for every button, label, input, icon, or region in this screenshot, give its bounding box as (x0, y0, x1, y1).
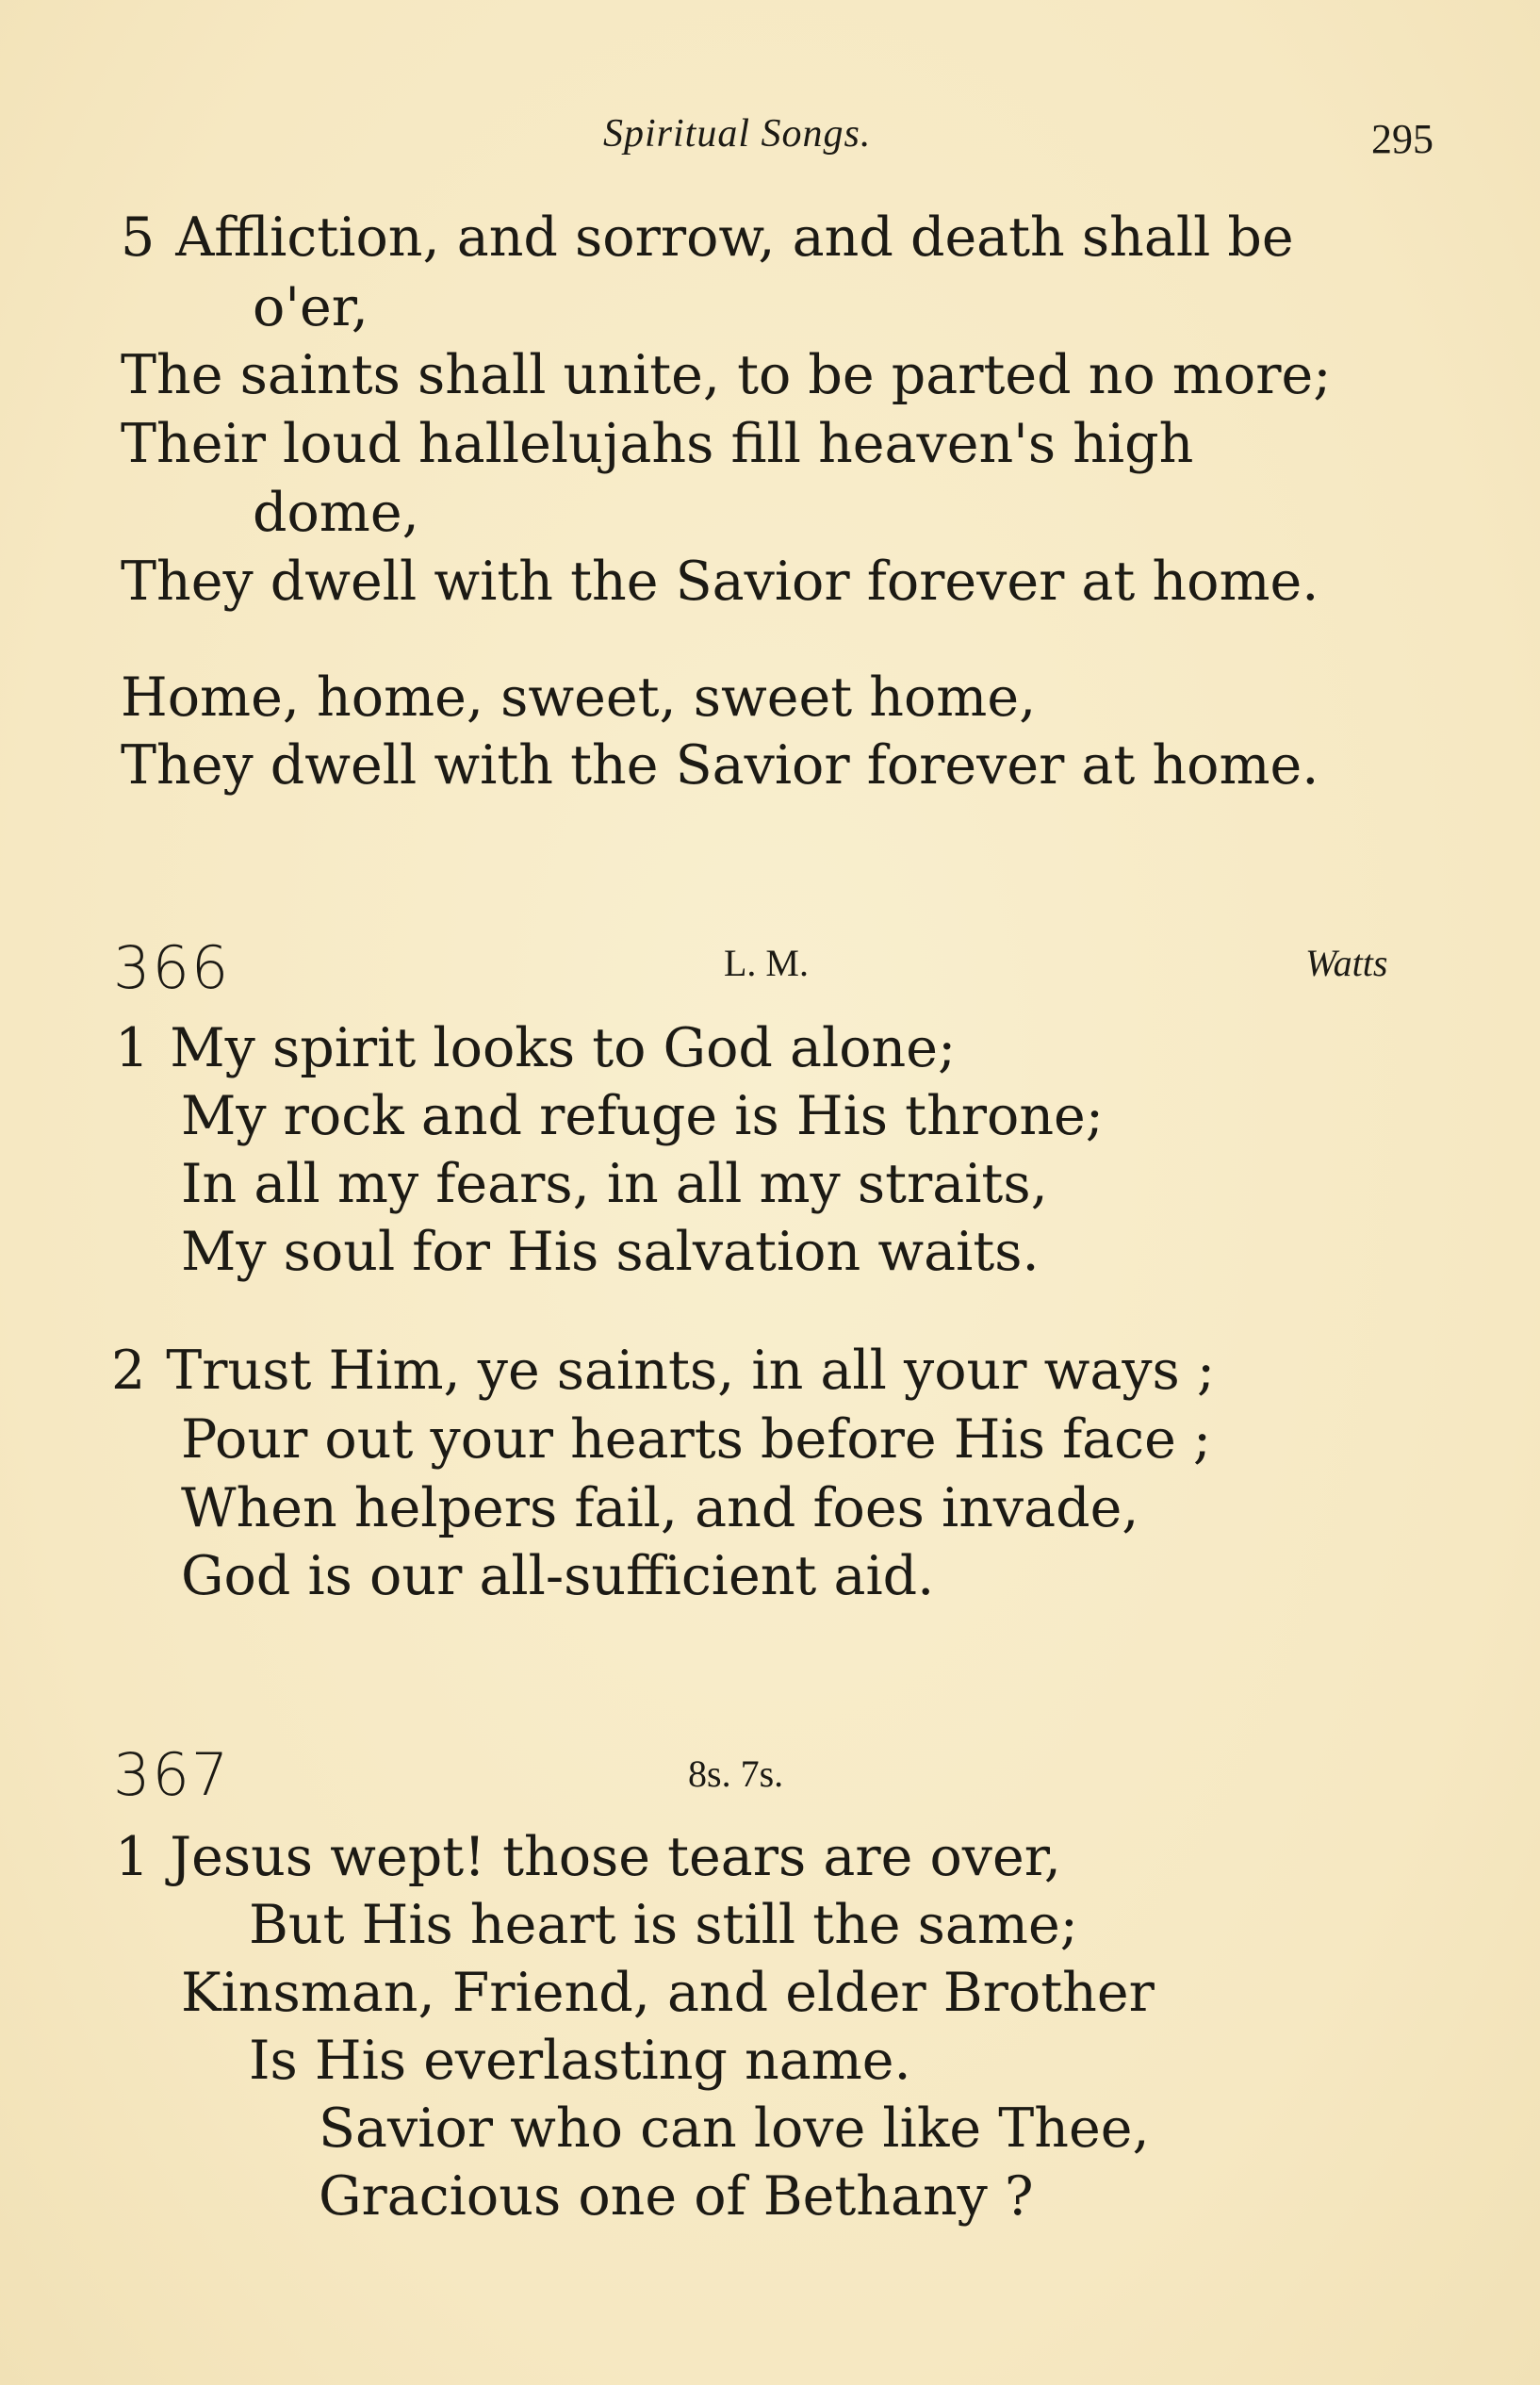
hymn-number: 367 (113, 1740, 231, 1809)
verse-line: They dwell with the Savior forever at home. (121, 551, 1319, 613)
verse-line: My rock and refuge is His throne; (181, 1085, 1104, 1147)
hymn-meter: 8s. 7s. (688, 1752, 784, 1795)
verse-number: 1 (115, 1017, 150, 1079)
verse-line: God is our all-sufficient aid. (181, 1545, 935, 1607)
verse-line: dome, (253, 482, 419, 544)
chorus-line: Home, home, sweet, sweet home, (121, 666, 1037, 729)
verse-line: 2 Trust Him, ye saints, in all your ways ; (111, 1340, 1216, 1402)
verse-line: But His heart is still the same; (249, 1894, 1078, 1956)
verse-line: When helpers fail, and foes invade, (181, 1477, 1139, 1539)
verse-line: Is His everlasting name. (249, 2030, 911, 2092)
page-number: 295 (1371, 116, 1434, 162)
verse-number: 5 (121, 206, 156, 269)
verse-number: 1 (115, 1826, 150, 1888)
hymn-author: Watts (1305, 942, 1388, 984)
verse-line: Their loud hallelujahs fill heaven's high (121, 413, 1194, 475)
verse-line: Savior who can love like Thee, (319, 2097, 1150, 2160)
verse-line: Kinsman, Friend, and elder Brother (181, 1962, 1155, 2024)
verse-line: 5 Affliction, and sorrow, and death shall be (121, 206, 1294, 269)
verse-line: In all my fears, in all my straits, (181, 1153, 1048, 1215)
verse-line: My soul for His salvation waits. (181, 1221, 1040, 1283)
verse-line: Gracious one of Bethany ? (319, 2165, 1034, 2228)
verse-line: o'er, (253, 276, 369, 338)
verse-line: 1 Jesus wept! those tears are over, (115, 1826, 1061, 1888)
verse-line: 1 My spirit looks to God alone; (115, 1017, 957, 1079)
chorus-line: They dwell with the Savior forever at home. (121, 734, 1319, 797)
hymn-meter: L. M. (724, 942, 809, 984)
verse-number: 2 (111, 1340, 146, 1402)
hymn-number: 366 (113, 933, 231, 1002)
verse-line: Pour out your hearts before His face ; (181, 1408, 1212, 1471)
verse-line: The saints shall unite, to be parted no more; (121, 344, 1332, 406)
running-title: Spiritual Songs. (603, 112, 872, 156)
